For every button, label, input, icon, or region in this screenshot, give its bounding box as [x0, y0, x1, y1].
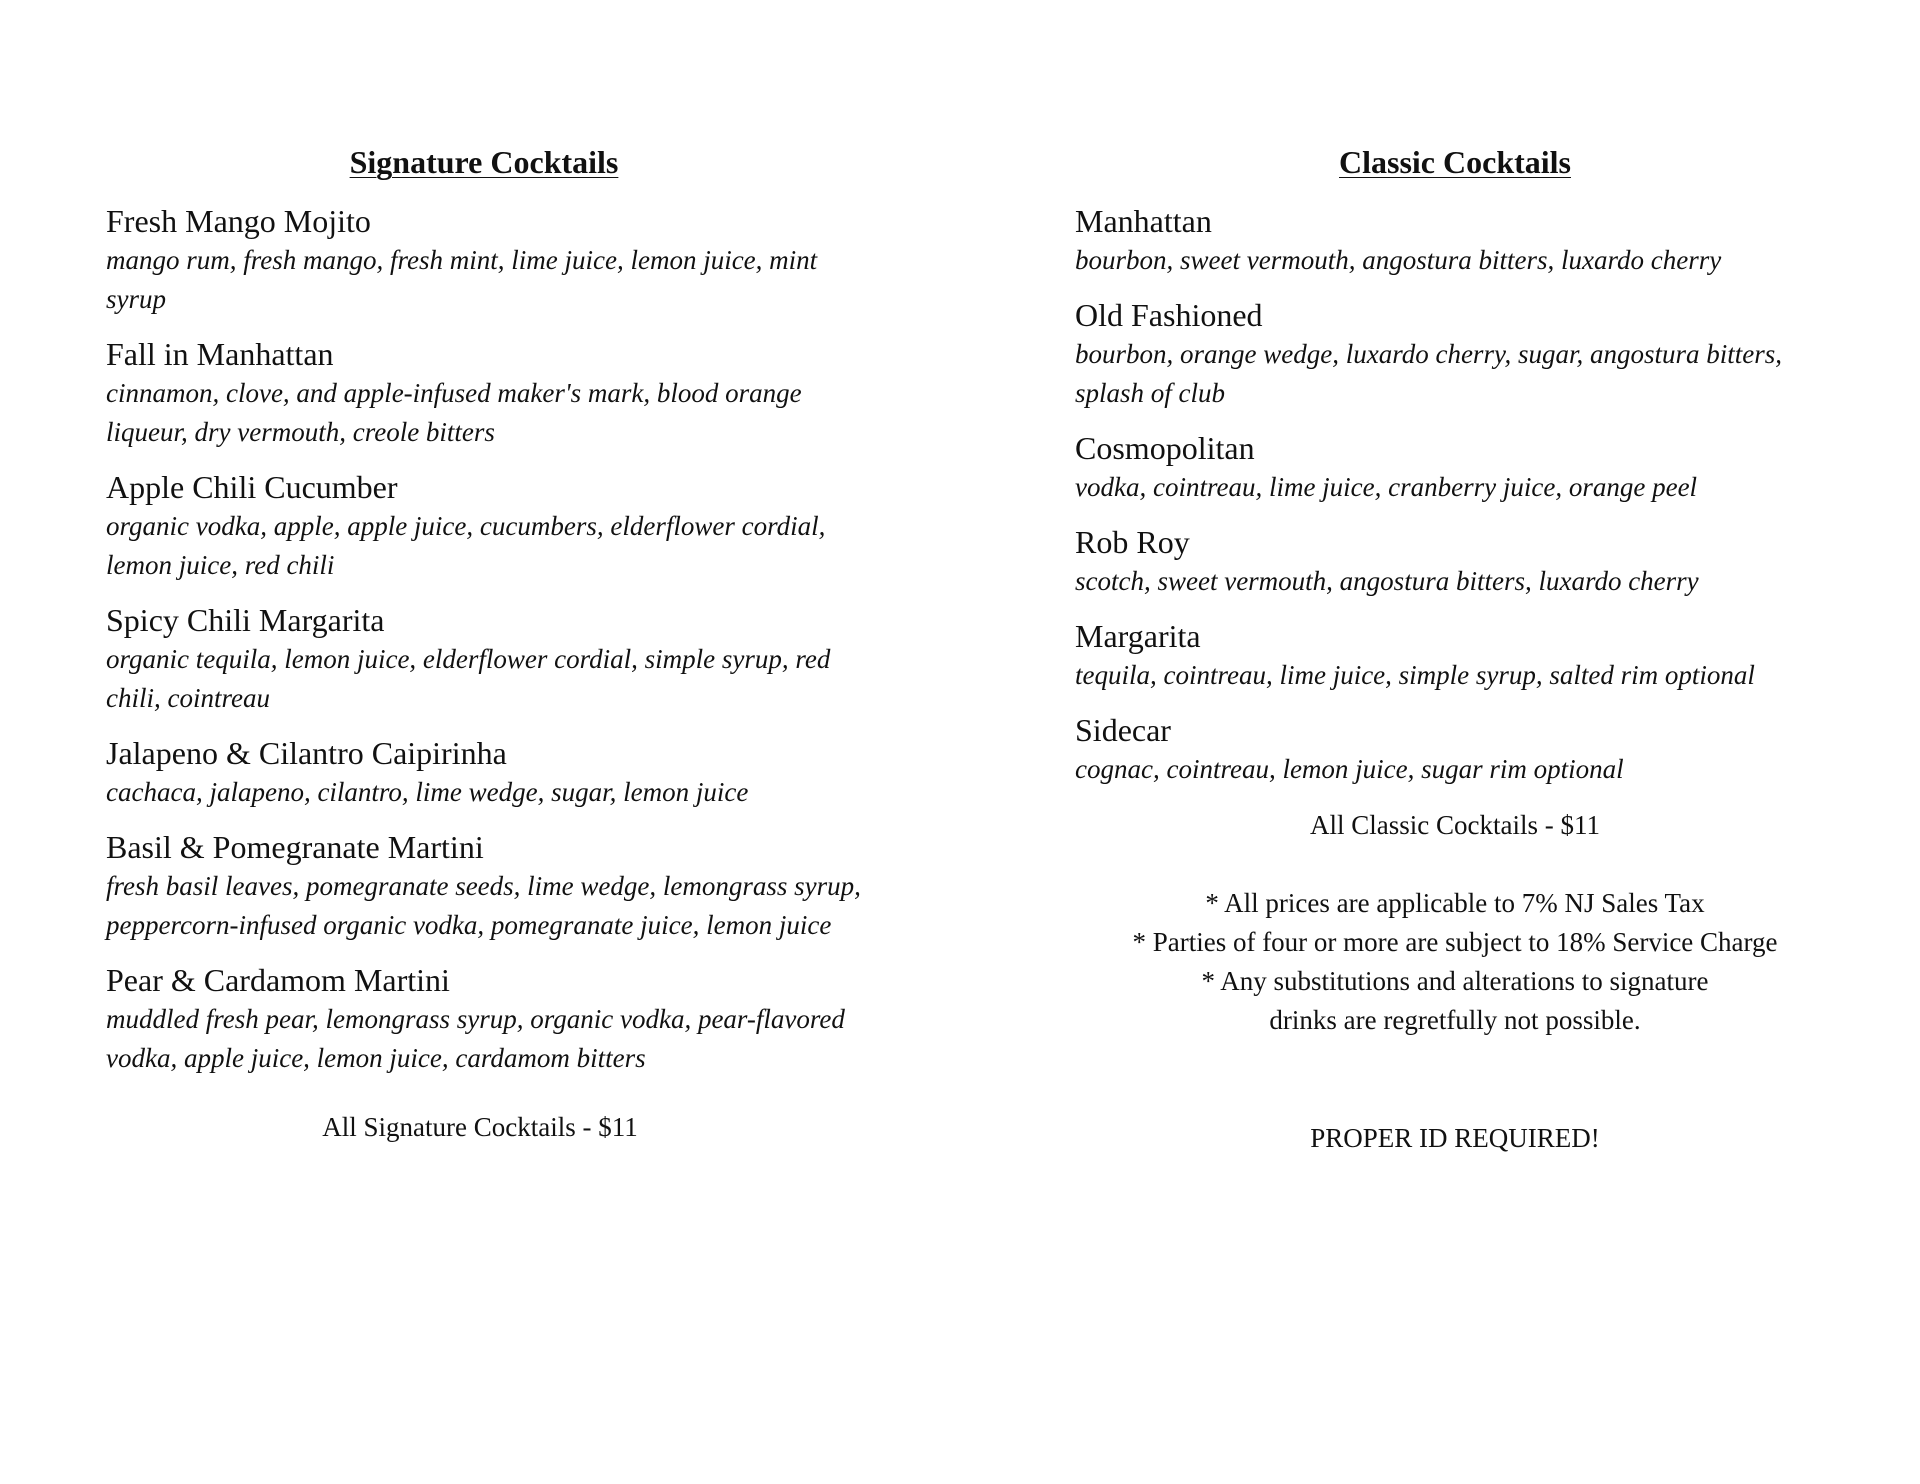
drink-description: organic vodka, apple, apple juice, cucumbers, elderflower cordial, lemon juice, red chili [106, 511, 826, 580]
drink-name: Manhattan [1075, 203, 1212, 239]
signature-cocktails-title: Signature Cocktails [349, 144, 619, 180]
drink-item [106, 600, 862, 718]
drink-name: Basil & Pomegranate Martini [106, 829, 484, 865]
classic-price-line: All Classic Cocktails - $11 [1310, 810, 1600, 840]
drink-name: Jalapeno & Cilantro Caipirinha [106, 735, 507, 771]
drink-name: Rob Roy [1075, 524, 1190, 560]
drink-name: Fall in Manhattan [106, 336, 334, 372]
drink-item [1075, 295, 1835, 413]
drink-item [1075, 710, 1835, 789]
drink-item [1075, 201, 1835, 280]
drink-name: Apple Chili Cucumber [106, 469, 398, 505]
drink-name: Old Fashioned [1075, 297, 1263, 333]
drink-description: cachaca, jalapeno, cilantro, lime wedge, sugar, lemon juice [106, 777, 749, 807]
drink-item [1075, 522, 1835, 601]
drink-name: Margarita [1075, 618, 1201, 654]
drink-description: mango rum, fresh mango, fresh mint, lime juice, lemon juice, mint syrup [106, 245, 818, 314]
drink-description: bourbon, sweet vermouth, angostura bitters, luxardo cherry [1075, 245, 1722, 275]
drink-name: Cosmopolitan [1075, 430, 1255, 466]
note-line: * Any substitutions and alterations to signature [1201, 966, 1709, 996]
drink-name: Pear & Cardamom Martini [106, 962, 450, 998]
notes-block [1075, 884, 1835, 1040]
drink-item [1075, 428, 1835, 507]
drink-description: tequila, cointreau, lime juice, simple syrup, salted rim optional [1075, 660, 1755, 690]
drink-description: fresh basil leaves, pomegranate seeds, lime wedge, lemongrass syrup, peppercorn-infused organic vodka, pomegranate juice, lemon juice [106, 871, 861, 940]
drink-description: cognac, cointreau, lemon juice, sugar rim optional [1075, 754, 1624, 784]
drink-description: organic tequila, lemon juice, elderflower cordial, simple syrup, red chili, cointreau [106, 644, 831, 713]
drink-name: Spicy Chili Margarita [106, 602, 385, 638]
note-line: drinks are regretfully not possible. [1269, 1005, 1641, 1035]
drink-description: scotch, sweet vermouth, angostura bitters, luxardo cherry [1075, 566, 1699, 596]
id-required-notice: PROPER ID REQUIRED! [1310, 1123, 1600, 1153]
drink-item [106, 201, 862, 319]
drink-description: cinnamon, clove, and apple-infused maker's mark, blood orange liqueur, dry vermouth, creole bitters [106, 378, 802, 447]
classic-cocktails-title: Classic Cocktails [1339, 144, 1571, 180]
signature-cocktails-column [106, 139, 862, 1146]
drink-item [106, 467, 862, 585]
signature-price-line: All Signature Cocktails - $11 [322, 1112, 638, 1142]
drink-name: Fresh Mango Mojito [106, 203, 371, 239]
drink-description: bourbon, orange wedge, luxardo cherry, sugar, angostura bitters, splash of club [1075, 339, 1782, 408]
drink-item [106, 960, 862, 1078]
drink-item [106, 827, 862, 945]
drink-description: muddled fresh pear, lemongrass syrup, organic vodka, pear-flavored vodka, apple juice, lemon juice, cardamom bitters [106, 1004, 845, 1073]
note-line: * All prices are applicable to 7% NJ Sales Tax [1205, 888, 1705, 918]
classic-cocktails-column [1075, 139, 1835, 1157]
drink-item [106, 733, 862, 812]
drink-description: vodka, cointreau, lime juice, cranberry juice, orange peel [1075, 472, 1698, 502]
drink-item [1075, 616, 1835, 695]
drink-name: Sidecar [1075, 712, 1171, 748]
drink-item [106, 334, 862, 452]
note-line: * Parties of four or more are subject to 18% Service Charge [1132, 927, 1778, 957]
